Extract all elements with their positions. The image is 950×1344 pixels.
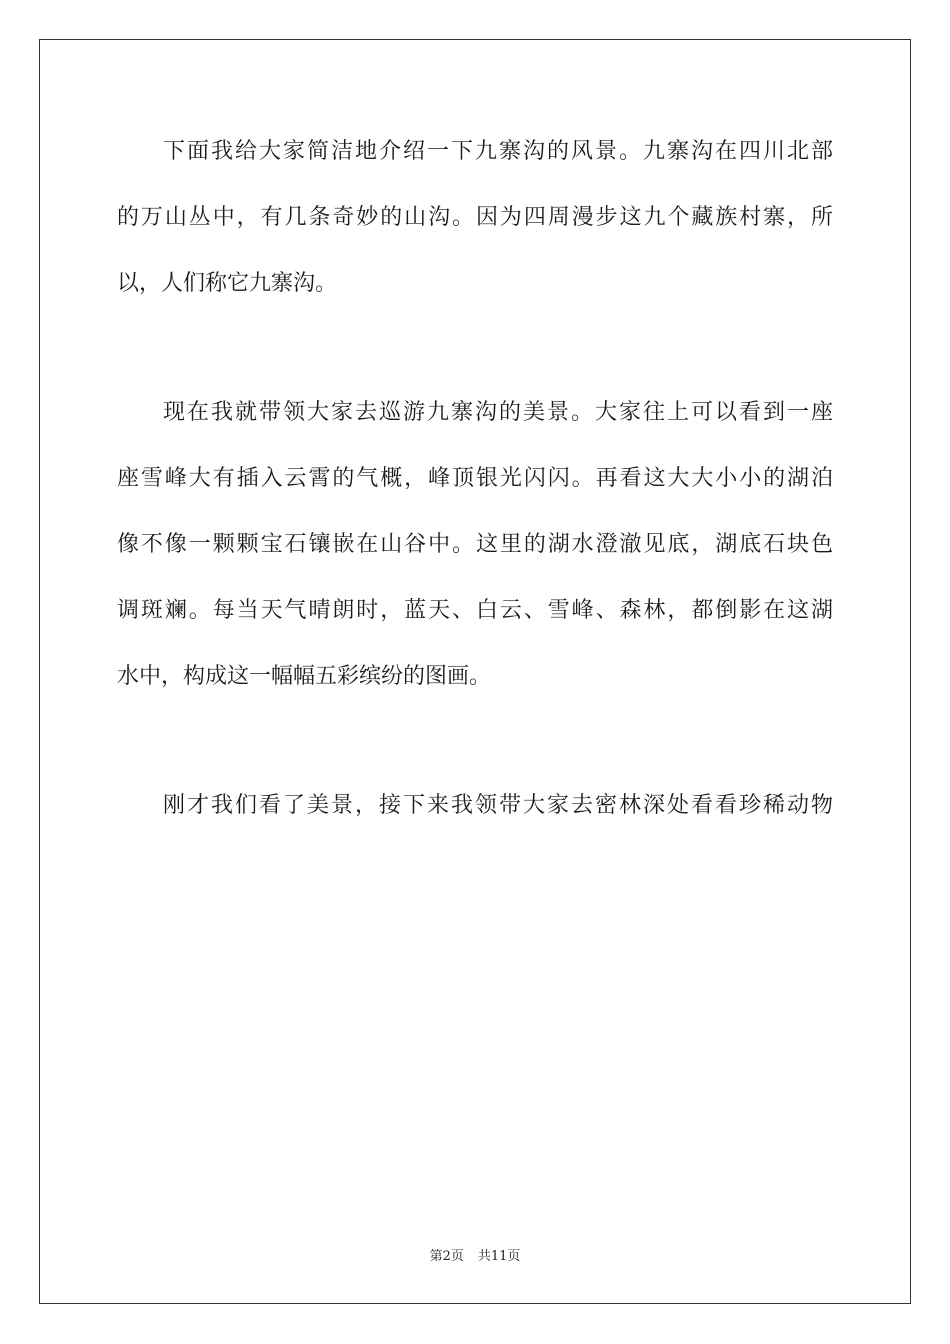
page-total: 共11页 [477, 1249, 521, 1264]
paragraph-2-line-2: 座雪峰大有插入云霄的气概，峰顶银光闪闪。再看这大大小小的湖泊 [117, 466, 833, 491]
paragraph-1-line-2: 的万山丛中，有几条奇妙的山沟。因为四周漫步这九个藏族村寨，所 [117, 205, 833, 230]
paragraph-2-line-5: 水中，构成这一幅幅五彩缤纷的图画。 [117, 664, 492, 689]
page-number: 第2页 [429, 1249, 464, 1264]
paragraph-2-line-4: 调斑斓。每当天气晴朗时，蓝天、白云、雪峰、森林，都倒影在这湖 [117, 598, 833, 623]
paragraph-1-line-3: 以，人们称它九寨沟。 [117, 271, 338, 296]
paragraph-1-line-1: 下面我给大家简洁地介绍一下九寨沟的风景。九寨沟在四川北部 [163, 139, 833, 164]
paragraph-3-line-1: 刚才我们看了美景，接下来我领带大家去密林深处看看珍稀动物 [163, 793, 833, 818]
paragraph-2-line-1: 现在我就带领大家去巡游九寨沟的美景。大家往上可以看到一座 [163, 400, 833, 425]
paragraph-2-line-3: 像不像一颗颗宝石镶嵌在山谷中。这里的湖水澄澈见底，湖底石块色 [117, 532, 833, 557]
document-body [117, 128, 833, 848]
page-footer [0, 1245, 950, 1264]
